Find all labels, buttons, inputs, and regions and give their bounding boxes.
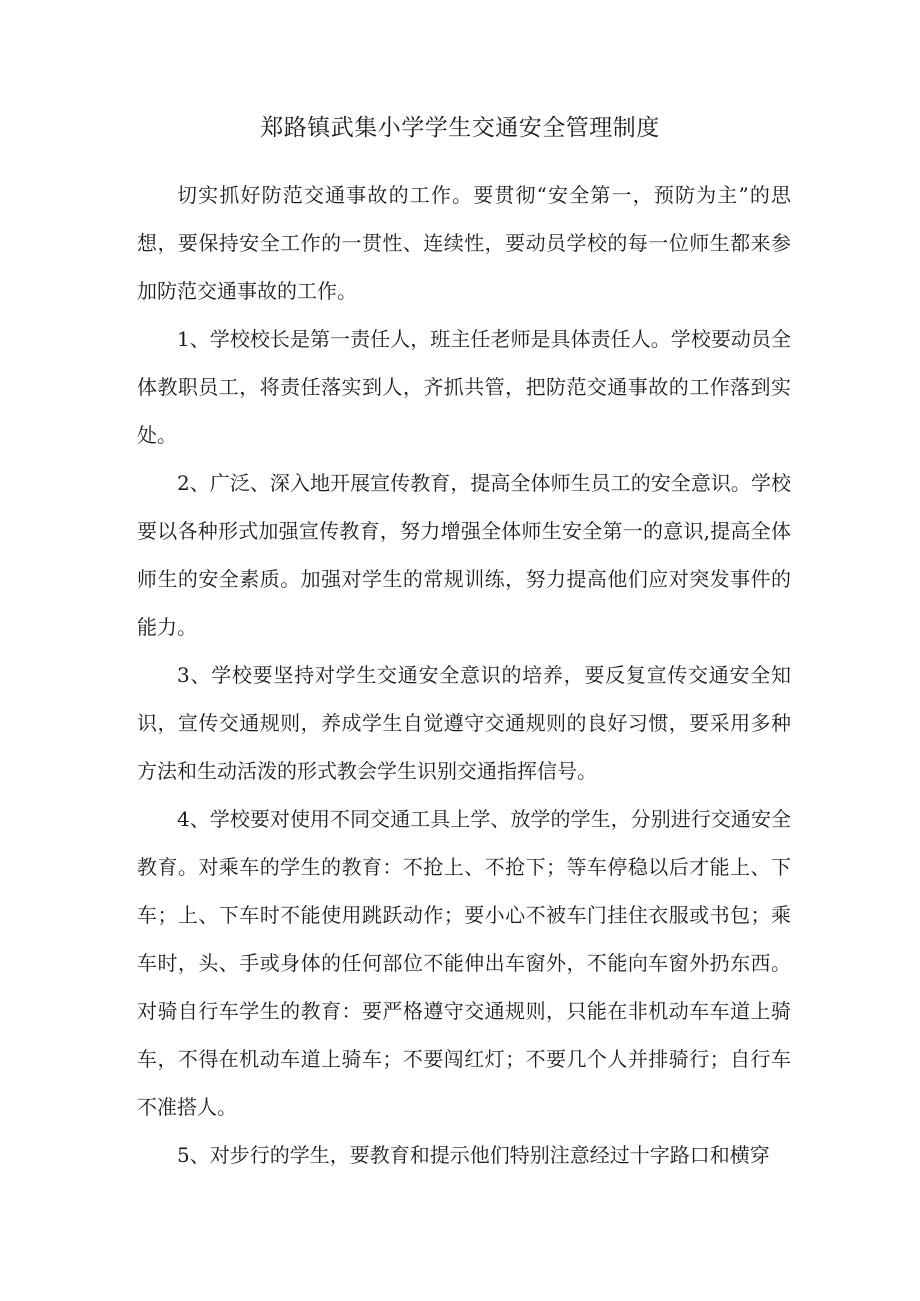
paragraph-item-1: 1、学校校长是第一责任人，班主任老师是具体责任人。学校要动员全体教职员工，将责任落实到人，齐抓共管，把防范交通事故的工作落到实处。	[137, 327, 791, 447]
paragraph-item-4: 4、学校要对使用不同交通工具上学、放学的学生，分别进行交通安全教育。对乘车的学生的教育：不抢上、不抢下；等车停稳以后才能上、下车；上、下车时不能使用跳跃动作；要小心不被车门挂住衣服或书包；乘车时，头、手或身体的任何部位不能伸出车窗外，不能向车窗外扔东西。对骑自行车学生的教育：要严格遵守交通规则，只能在非机动车车道上骑车，不得在机动车道上骑车；不要闯红灯；不要几个人并排骑行；自行车不准搭人。	[137, 807, 791, 1119]
paragraph-item-5: 5、对步行的学生，要教育和提示他们特别注意经过十字路口和横穿	[177, 1143, 770, 1167]
paragraph-item-2: 2、广泛、深入地开展宣传教育，提高全体师生员工的安全意识。学校要以各种形式加强宣传教育，努力增强全体师生安全第一的意识,提高全体师生的安全素质。加强对学生的常规训练，努力提高他们应对突发事件的能力。	[137, 471, 791, 639]
paragraph-intro: 切实抓好防范交通事故的工作。要贯彻“安全第一，预防为主”的思想，要保持安全工作的一贯性、连续性，要动员学校的每一位师生都来参加防范交通事故的工作。	[137, 183, 791, 303]
document-title: 郑路镇武集小学学生交通安全管理制度	[260, 115, 660, 141]
document-body	[137, 171, 791, 1179]
paragraph-item-3: 3、学校要坚持对学生交通安全意识的培养，要反复宣传交通安全知识，宣传交通规则，养成学生自觉遵守交通规则的良好习惯，要采用多种方法和生动活泼的形式教会学生识别交通指挥信号。	[137, 663, 791, 783]
